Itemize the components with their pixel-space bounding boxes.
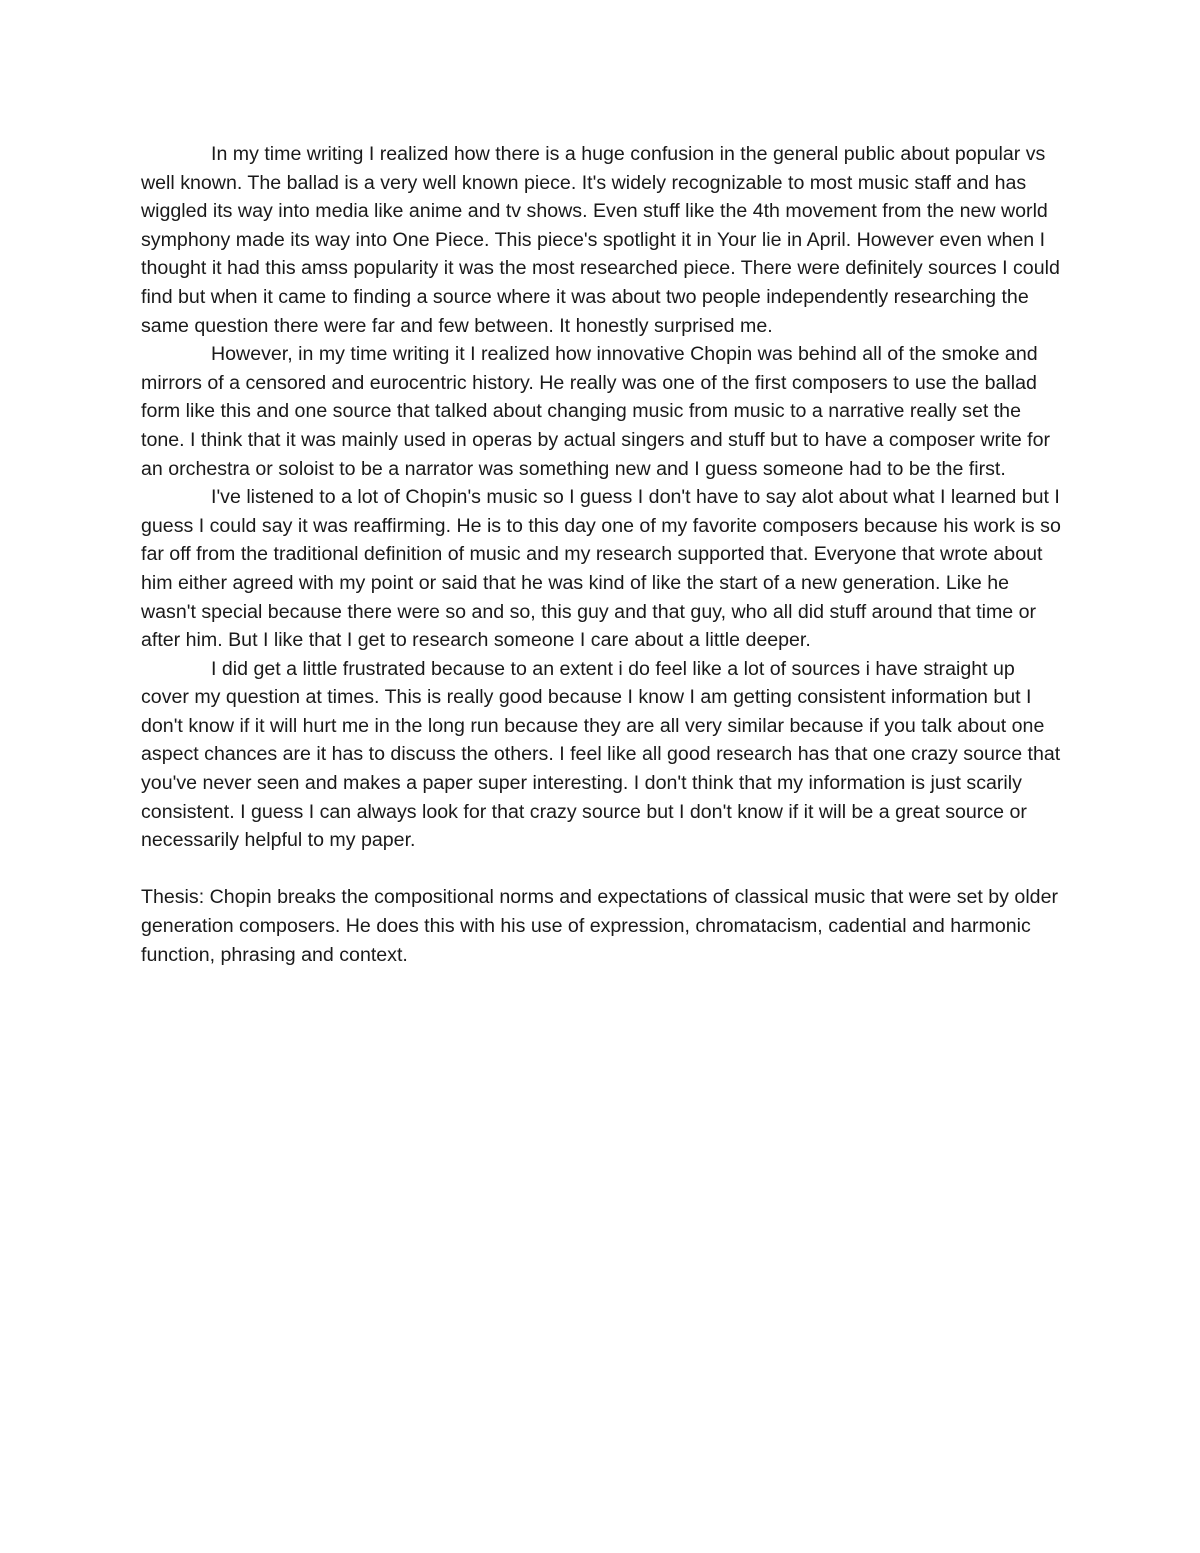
- thesis-statement: Thesis: Chopin breaks the compositional norms and expectations of classical music that were set by older generation composers. He does this with his use of expression, chromatacism, cadential and harmonic function, phrasing and context.: [141, 886, 1058, 966]
- document-body: [141, 140, 1061, 969]
- paragraph-4: I did get a little frustrated because to an extent i do feel like a lot of sources i have straight up cover my question at times. This is really good because I know I am getting consistent information but I don't know if it will hurt me in the long run because they are all very similar because if you talk about one aspect chances are it has to discuss the others. I feel like all good research has that one crazy source that you've never seen and makes a paper super interesting. I don't think that my information is just scarily consistent. I guess I can always look for that crazy source but I don't know if it will be a great source or necessarily helpful to my paper.: [141, 657, 1061, 852]
- paragraph-2: However, in my time writing it I realized how innovative Chopin was behind all of the smoke and mirrors of a censored and eurocentric history. He really was one of the first composers to use the ballad form like this and one source that talked about changing music from music to a narrative really set the tone. I think that it was mainly used in operas by actual singers and stuff but to have a composer write for an orchestra or soloist to be a narrator was something new and I guess someone had to be the first.: [141, 343, 1051, 480]
- paragraph-1: In my time writing I realized how there is a huge confusion in the general public about popular vs well known. The ballad is a very well known piece. It's widely recognizable to most music staff and has wiggled its way into media like anime and tv shows. Even stuff like the 4th movement from the new world symphony made its way into One Piece. This piece's spotlight it in Your lie in April. However even when I thought it had this amss popularity it was the most researched piece. There were definitely sources I could find but when it came to finding a source where it was about two people independently researching the same question there were far and few between. It honestly surprised me.: [141, 143, 1060, 337]
- paragraph-3: I've listened to a lot of Chopin's music so I guess I don't have to say alot about what I learned but I guess I could say it was reaffirming. He is to this day one of my favorite composers because his work is so far off from the traditional definition of music and my research supported that. Everyone that wrote about him either agreed with my point or said that he was kind of like the start of a new generation. Like he wasn't special because there were so and so, this guy and that guy, who all did stuff around that time or after him. But I like that I get to research someone I care about a little deeper.: [141, 486, 1061, 652]
